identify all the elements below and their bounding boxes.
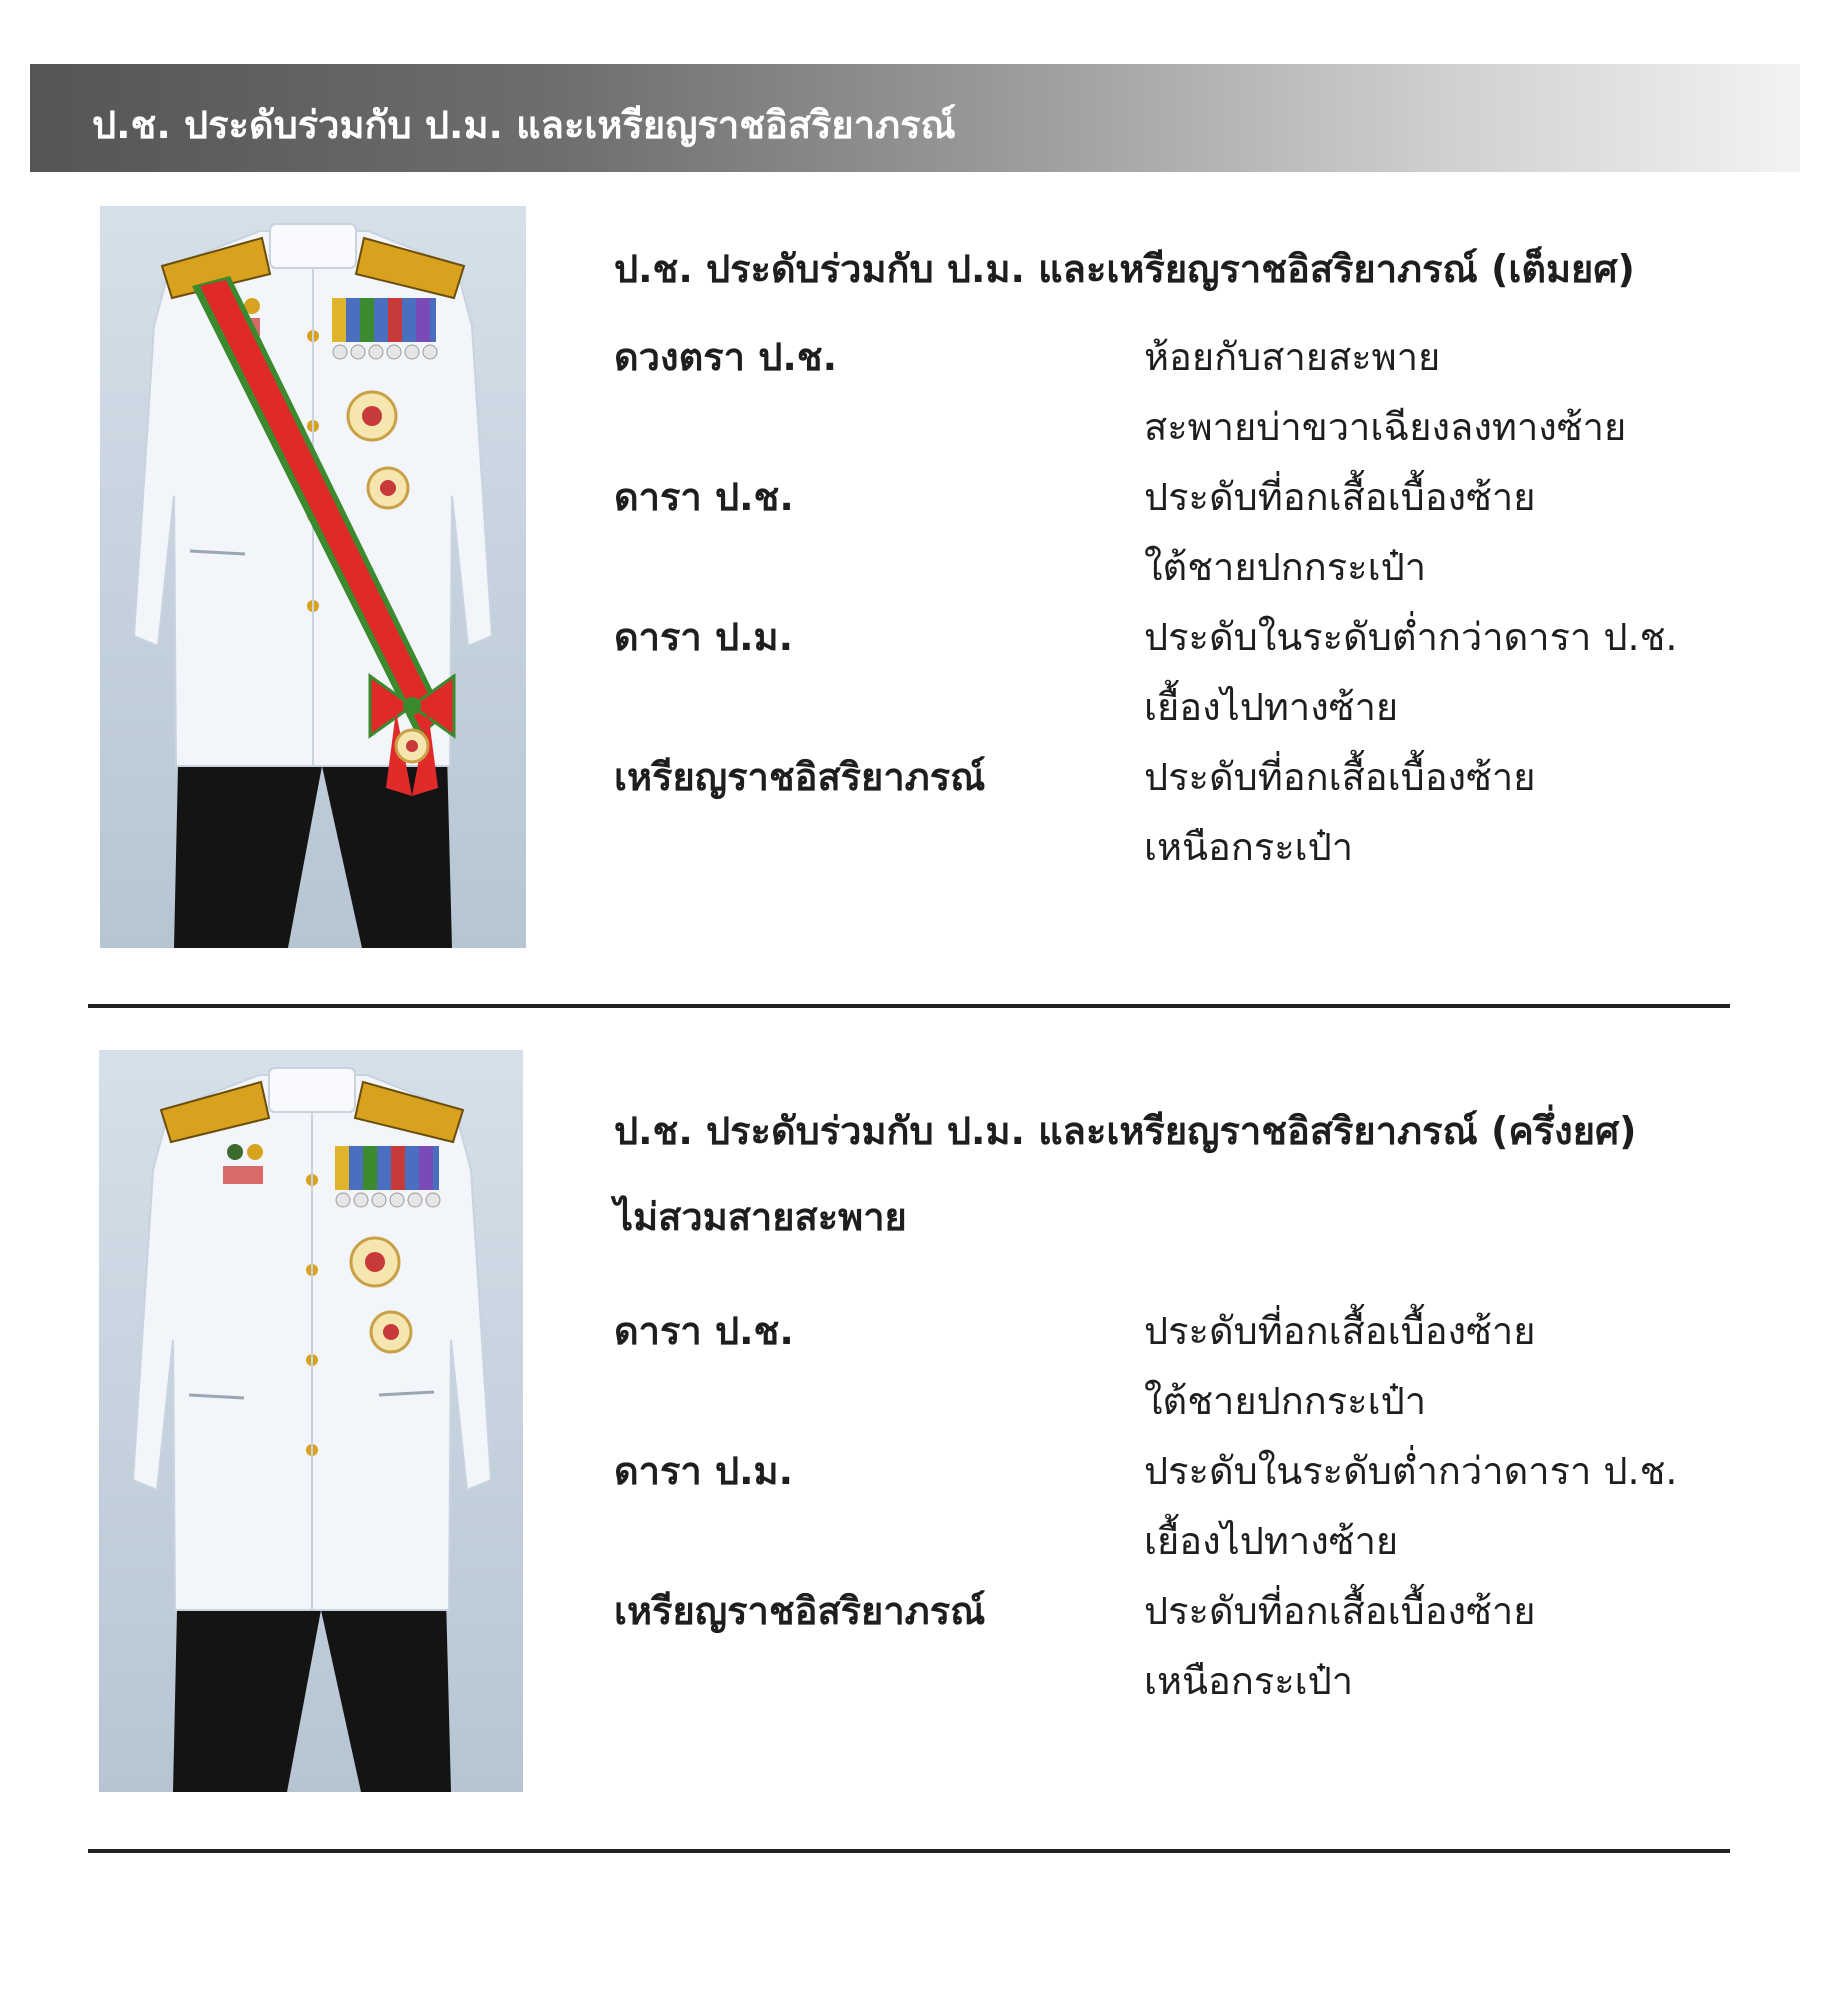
section-title: ป.ช. ประดับร่วมกับ ป.ม. และเหรียญราชอิสริยาภรณ์ (เต็มยศ) xyxy=(614,247,1635,291)
description-row xyxy=(614,742,1744,882)
description-row xyxy=(614,1436,1744,1576)
row-description-line: ประดับในระดับต่ำกว่าดารา ป.ช. xyxy=(1144,615,1678,659)
row-label: ดารา ป.ช. xyxy=(614,475,794,519)
section-divider xyxy=(88,1849,1730,1853)
description-row xyxy=(614,462,1744,602)
page-header-bar xyxy=(30,64,1800,172)
row-description-line: ประดับที่อกเสื้อเบื้องซ้าย xyxy=(1144,1309,1536,1353)
description-row xyxy=(614,1296,1744,1436)
row-label: ดารา ป.ม. xyxy=(614,615,794,659)
row-description xyxy=(1144,322,1744,462)
row-description-line: เหนือกระเป๋า xyxy=(1144,825,1354,869)
row-description-line: ห้อยกับสายสะพาย xyxy=(1144,335,1441,379)
row-label: ดารา ป.ม. xyxy=(614,1449,794,1493)
row-description-line: เยื้องไปทางซ้าย xyxy=(1144,1519,1399,1563)
description-row xyxy=(614,322,1744,462)
row-description xyxy=(1144,1296,1744,1436)
page-header-title: ป.ช. ประดับร่วมกับ ป.ม. และเหรียญราชอิสริยาภรณ์ xyxy=(92,103,956,147)
row-description-line: ประดับที่อกเสื้อเบื้องซ้าย xyxy=(1144,755,1536,799)
row-description-line: เยื้องไปทางซ้าย xyxy=(1144,685,1399,729)
uniform-full-dress-image xyxy=(100,206,526,948)
section-half-dress xyxy=(0,1050,1826,1850)
row-description xyxy=(1144,462,1744,602)
row-label: เหรียญราชอิสริยาภรณ์ xyxy=(614,1589,986,1633)
uniform-half-dress-image xyxy=(99,1050,523,1792)
row-description-line: ใต้ชายปกกระเป๋า xyxy=(1144,1379,1427,1423)
row-label: ดวงตรา ป.ช. xyxy=(614,335,838,379)
row-description-line: สะพายบ่าขวาเฉียงลงทางซ้าย xyxy=(1144,405,1627,449)
row-description-line: ใต้ชายปกกระเป๋า xyxy=(1144,545,1427,589)
section-title: ป.ช. ประดับร่วมกับ ป.ม. และเหรียญราชอิสริยาภรณ์ (ครึ่งยศ) xyxy=(614,1109,1637,1153)
row-description-line: ประดับที่อกเสื้อเบื้องซ้าย xyxy=(1144,1589,1536,1633)
section-divider xyxy=(88,1004,1730,1008)
row-description xyxy=(1144,1576,1744,1716)
row-label: เหรียญราชอิสริยาภรณ์ xyxy=(614,755,986,799)
description-rows xyxy=(614,322,1744,882)
row-description xyxy=(1144,1436,1744,1576)
description-row xyxy=(614,1576,1744,1716)
row-description xyxy=(1144,742,1744,882)
description-row xyxy=(614,602,1744,742)
row-description-line: ประดับในระดับต่ำกว่าดารา ป.ช. xyxy=(1144,1449,1678,1493)
section-subtitle: ไม่สวมสายสะพาย xyxy=(614,1195,907,1239)
row-description xyxy=(1144,602,1744,742)
description-rows xyxy=(614,1296,1744,1716)
row-description-line: เหนือกระเป๋า xyxy=(1144,1659,1354,1703)
row-description-line: ประดับที่อกเสื้อเบื้องซ้าย xyxy=(1144,475,1536,519)
row-label: ดารา ป.ช. xyxy=(614,1309,794,1353)
section-full-dress xyxy=(0,206,1826,1006)
